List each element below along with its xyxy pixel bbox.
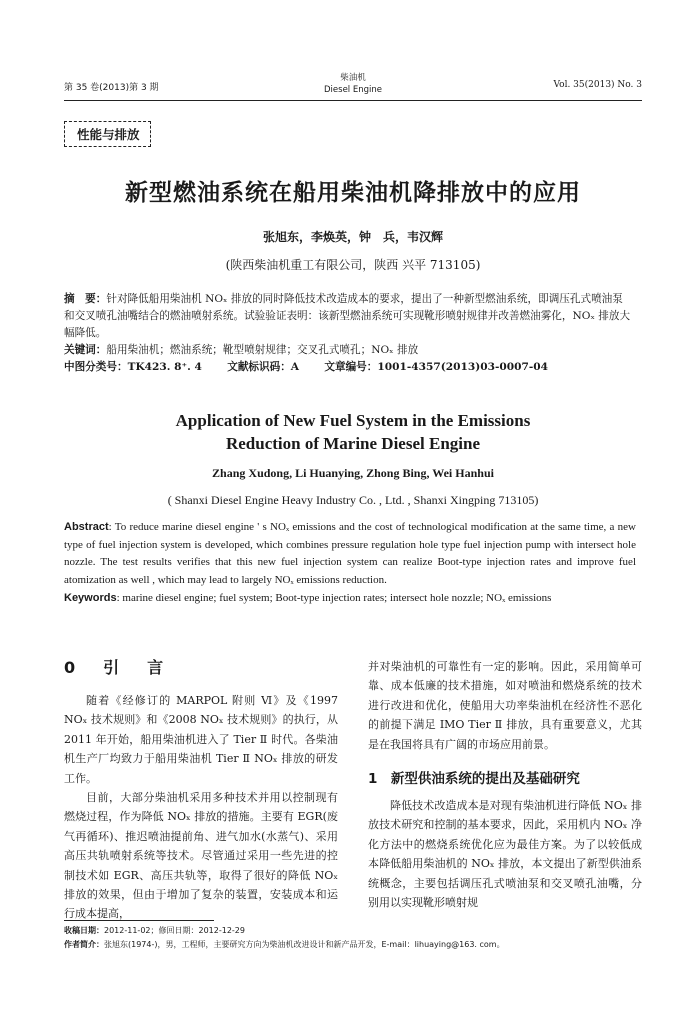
clc-number: TK423. 8⁺. 4 (127, 361, 202, 373)
en-affiliation: ( Shanxi Diesel Engine Heavy Industry Co. , Ltd. , Shanxi Xingping 713105) (167, 493, 539, 507)
en-abstract-text: : To reduce marine diesel engine ' s NOₓ emissions and the cost of technological modification at the same time, a new type of fuel injection system is developed, which combines pressure regulation hole type fuel injection pump with intersect hole nozzle. The test results verifies that this new fuel injection system can realize Boot-type injection rates and improve fuel atomization as well , which may lead to largely NOₓ emissions reduction. (64, 521, 636, 587)
footnote-author-bio: 作者简介：张旭东(1974-)，男，工程师，主要研究方向为柴油机改进设计和新产品开发，E-mail：lihuaying@163. com。 (64, 940, 505, 949)
zh-abstract-label: 摘 要： (64, 293, 107, 305)
en-keywords (64, 590, 636, 608)
journal-name-cn: 柴油机 (340, 73, 366, 83)
footnote-rule (64, 920, 214, 921)
zh-abstract-text: 针对降低船用柴油机 NOₓ 排放的同时降低技术改造成本的要求，提出了一种新型燃油系统，即调压孔式喷油泵和交叉喷孔油嘴结合的燃油喷射系统。试验验证表明：该新型燃油系统可实现靴形喷射规律并改善燃油雾化，NOₓ 排放大幅降低。 (64, 293, 631, 339)
zh-title: 新型燃油系统在船用柴油机降排放中的应用 (125, 180, 581, 206)
body-paragraph: 随着《经修订的 MARPOL 附则 Ⅵ》及《1997 NOₓ 技术规则》和《2008 NOₓ 技术规则》的执行，从 2011 年开始，船用柴油机进入了 Tier Ⅱ 时代。各柴油机生产厂均致力于船用柴油机 Tier Ⅱ NOₓ 排放的研发工作。 (64, 694, 338, 785)
en-title (64, 409, 642, 455)
article-no: 1001-4357(2013)03-0007-04 (377, 361, 549, 373)
body-paragraph: 目前，大部分柴油机采用多种技术并用以控制现有燃烧过程，作为降低 NOₓ 排放的措施。主要有 EGR(废气再循环)、推迟喷油提前角、进气加水(水蒸气)、采用高压共轨喷射系统等技术。尽管通过采用一些先进的控制技术如 EGR、高压共轨等，取得了很好的降低 NOₓ 排放的效果，但由于增加了复杂的装置，安装成本和运行成本提高， (64, 791, 338, 921)
footnote-dates: 收稿日期：2012-11-02；修回日期：2012-12-29 (64, 926, 245, 935)
zh-classification (64, 359, 632, 376)
clc-field: 中图分类号：TK423. 8⁺. 4 (64, 361, 202, 373)
footnote (64, 924, 642, 952)
body-paragraph: 并对柴油机的可靠性有一定的影响。因此，采用简单可靠、成本低廉的技术措施，如对喷油和燃烧系统的技术进行改进和优化，使船用大功率柴油机在经济性不恶化的前提下满足 IMO Tier Ⅱ 排放，具有重要意义，尤其是在我国将具有广阔的市场应用前景。 (368, 660, 642, 751)
section-0-heading: 0 引 言 (64, 658, 170, 677)
en-keywords-text: : marine diesel engine; fuel system; Boot-type injection rates; intersect hole nozzle; NOₓ emissions (116, 591, 552, 604)
zh-keywords-label: 关键词： (64, 344, 107, 356)
article-no-field: 文章编号：1001-4357(2013)03-0007-04 (324, 361, 549, 373)
en-abstract (64, 519, 636, 590)
body-column-left (64, 657, 338, 924)
zh-abstract-block (64, 291, 632, 376)
journal-name-en: Diesel Engine (324, 85, 382, 95)
en-title-line1: Application of New Fuel System in the Emissions (175, 411, 531, 430)
zh-keywords-text: 船用柴油机；燃油系统；靴型喷射规律；交叉孔式喷孔；NOₓ 排放 (106, 344, 419, 356)
header-rule (64, 100, 642, 101)
doc-code: A (290, 361, 300, 373)
doc-code-field: 文献标识码：A (227, 361, 300, 373)
en-abstract-label: Abstract (64, 521, 109, 533)
en-authors: Zhang Xudong, Li Huanying, Zhong Bing, Wei Hanhui (212, 466, 494, 480)
zh-affiliation: (陕西柴油机重工有限公司，陕西 兴平 713105) (225, 258, 481, 272)
column-tag: 性能与排放 (64, 121, 151, 147)
body-column-right (368, 657, 642, 912)
running-header (64, 72, 642, 98)
issue-info: 第 35 卷(2013)第 3 期 (64, 83, 159, 93)
zh-authors: 张旭东，李焕英，钟 兵，韦汉辉 (262, 230, 443, 244)
en-title-line2: Reduction of Marine Diesel Engine (225, 434, 481, 453)
body-paragraph: 降低技术改造成本是对现有柴油机进行降低 NOₓ 排放技术研究和控制的基本要求，因此，采用机内 NOₓ 净化方法中的燃烧系统优化应为最佳方案。为了以较低成本降低船用柴油机的 NOₓ 排放，本文提出了新型供油系统概念，主要包括调压孔式喷油泵和交叉喷孔油嘴，分别用以实现靴形喷射规 (368, 799, 642, 910)
section-1-heading: 1 新型供油系统的提出及基础研究 (368, 771, 580, 788)
zh-abstract (64, 291, 632, 342)
en-keywords-label: Keywords (64, 591, 117, 604)
zh-keywords (64, 342, 632, 359)
en-abstract-block (64, 519, 636, 608)
volume-info: Vol. 35(2013) No. 3 (553, 80, 642, 90)
